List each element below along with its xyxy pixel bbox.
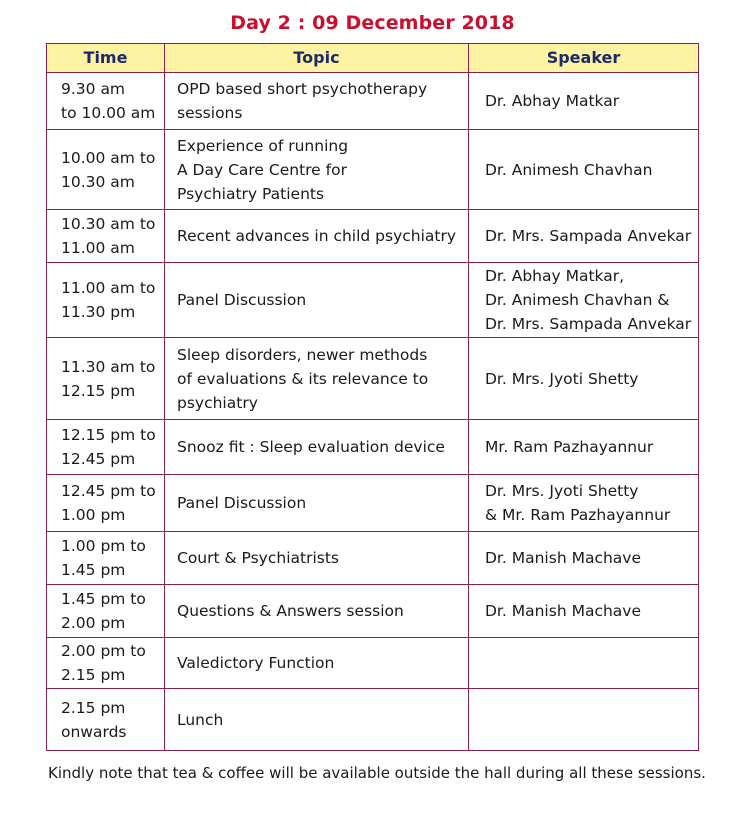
table-row — [47, 210, 699, 263]
time-cell — [47, 73, 165, 130]
topic-cell — [165, 475, 469, 532]
topic-line: psychiatry — [177, 393, 258, 412]
topic-cell — [165, 638, 469, 689]
table-header-row — [47, 44, 699, 73]
topic-line: Valedictory Function — [177, 654, 335, 672]
time-cell — [47, 638, 165, 689]
topic-cell — [165, 130, 469, 210]
topic-line: A Day Care Centre for — [177, 160, 347, 179]
time-line: 10.30 am to — [61, 215, 156, 233]
topic-cell — [165, 532, 469, 585]
topic-line: Psychiatry Patients — [177, 184, 325, 203]
table-row — [47, 420, 699, 475]
time-line: 1.00 pm to — [61, 537, 146, 555]
header-topic: Topic — [165, 44, 469, 73]
time-cell — [47, 689, 165, 751]
speaker-cell — [469, 210, 699, 263]
time-line: 12.15 pm to — [61, 426, 156, 444]
speaker-line: Dr. Mrs. Jyoti Shetty — [485, 369, 639, 388]
topic-line: Panel Discussion — [177, 494, 307, 512]
time-line: 12.15 pm — [61, 381, 136, 400]
speaker-line: Dr. Abhay Matkar — [485, 92, 620, 110]
speaker-cell — [469, 475, 699, 532]
speaker-line: Dr. Animesh Chavhan & — [485, 291, 670, 309]
speaker-line: Dr. Abhay Matkar, — [485, 267, 625, 285]
time-line: 11.00 am to — [61, 279, 156, 297]
speaker-cell — [469, 689, 699, 751]
time-cell — [47, 475, 165, 532]
footer-note: Kindly note that tea & coffee will be available outside the hall during all these sessions. — [48, 764, 706, 782]
topic-line: Lunch — [177, 710, 224, 729]
table-row — [47, 475, 699, 532]
speaker-line: Dr. Manish Machave — [485, 602, 641, 620]
time-line: 11.30 pm — [61, 303, 136, 321]
time-line: 2.00 pm — [61, 614, 126, 632]
topic-cell — [165, 210, 469, 263]
schedule-table — [46, 43, 699, 751]
topic-cell — [165, 73, 469, 130]
speaker-line: Dr. Manish Machave — [485, 549, 641, 567]
topic-cell — [165, 420, 469, 475]
topic-cell — [165, 689, 469, 751]
speaker-cell — [469, 130, 699, 210]
speaker-cell — [469, 263, 699, 338]
time-line: 2.15 pm — [61, 666, 126, 684]
speaker-cell — [469, 338, 699, 420]
table-row — [47, 585, 699, 638]
table-row — [47, 638, 699, 689]
time-cell — [47, 338, 165, 420]
table-row — [47, 338, 699, 420]
speaker-line: Dr. Mrs. Sampada Anvekar — [485, 315, 692, 333]
header-speaker: Speaker — [469, 44, 699, 73]
topic-line: OPD based short psychotherapy — [177, 80, 428, 98]
time-line: 10.30 am — [61, 172, 135, 191]
topic-line: sessions — [177, 104, 243, 122]
topic-cell — [165, 263, 469, 338]
speaker-line: Dr. Animesh Chavhan — [485, 160, 653, 179]
table-row — [47, 689, 699, 751]
time-cell — [47, 263, 165, 338]
speaker-cell — [469, 73, 699, 130]
topic-line: Recent advances in child psychiatry — [177, 227, 457, 245]
time-cell — [47, 585, 165, 638]
topic-line: Court & Psychiatrists — [177, 549, 339, 567]
topic-line: Panel Discussion — [177, 291, 307, 309]
table-row — [47, 263, 699, 338]
speaker-cell — [469, 532, 699, 585]
time-line: 2.00 pm to — [61, 642, 146, 660]
topic-line: Experience of running — [177, 136, 349, 155]
table-row — [47, 130, 699, 210]
time-line: 1.45 pm — [61, 561, 126, 579]
time-line: 11.30 am to — [61, 357, 156, 376]
time-line: 9.30 am — [61, 80, 126, 98]
topic-line: Questions & Answers session — [177, 602, 404, 620]
time-line: 12.45 pm to — [61, 482, 156, 500]
time-cell — [47, 420, 165, 475]
topic-line: Snooz fit : Sleep evaluation device — [177, 438, 445, 456]
time-line: 10.00 am to — [61, 148, 156, 167]
speaker-cell — [469, 638, 699, 689]
time-line: 11.00 am — [61, 239, 135, 257]
time-line: 1.45 pm to — [61, 590, 146, 608]
speaker-line: Mr. Ram Pazhayannur — [485, 438, 654, 456]
time-line: 12.45 pm — [61, 450, 136, 468]
table-row — [47, 532, 699, 585]
speaker-cell — [469, 585, 699, 638]
speaker-cell — [469, 420, 699, 475]
topic-line: of evaluations & its relevance to — [177, 369, 429, 388]
time-cell — [47, 532, 165, 585]
time-cell — [47, 130, 165, 210]
topic-line: Sleep disorders, newer methods — [177, 345, 428, 364]
speaker-line: Dr. Mrs. Jyoti Shetty — [485, 482, 639, 500]
page-title: Day 2 : 09 December 2018 — [230, 12, 515, 34]
speaker-line: & Mr. Ram Pazhayannur — [485, 506, 671, 524]
time-cell — [47, 210, 165, 263]
time-line: onwards — [61, 722, 127, 741]
time-line: 2.15 pm — [61, 698, 126, 717]
time-line: 1.00 pm — [61, 506, 126, 524]
topic-cell — [165, 585, 469, 638]
table-row — [47, 73, 699, 130]
header-time: Time — [47, 44, 165, 73]
topic-cell — [165, 338, 469, 420]
speaker-line: Dr. Mrs. Sampada Anvekar — [485, 227, 692, 245]
time-line: to 10.00 am — [61, 104, 156, 122]
